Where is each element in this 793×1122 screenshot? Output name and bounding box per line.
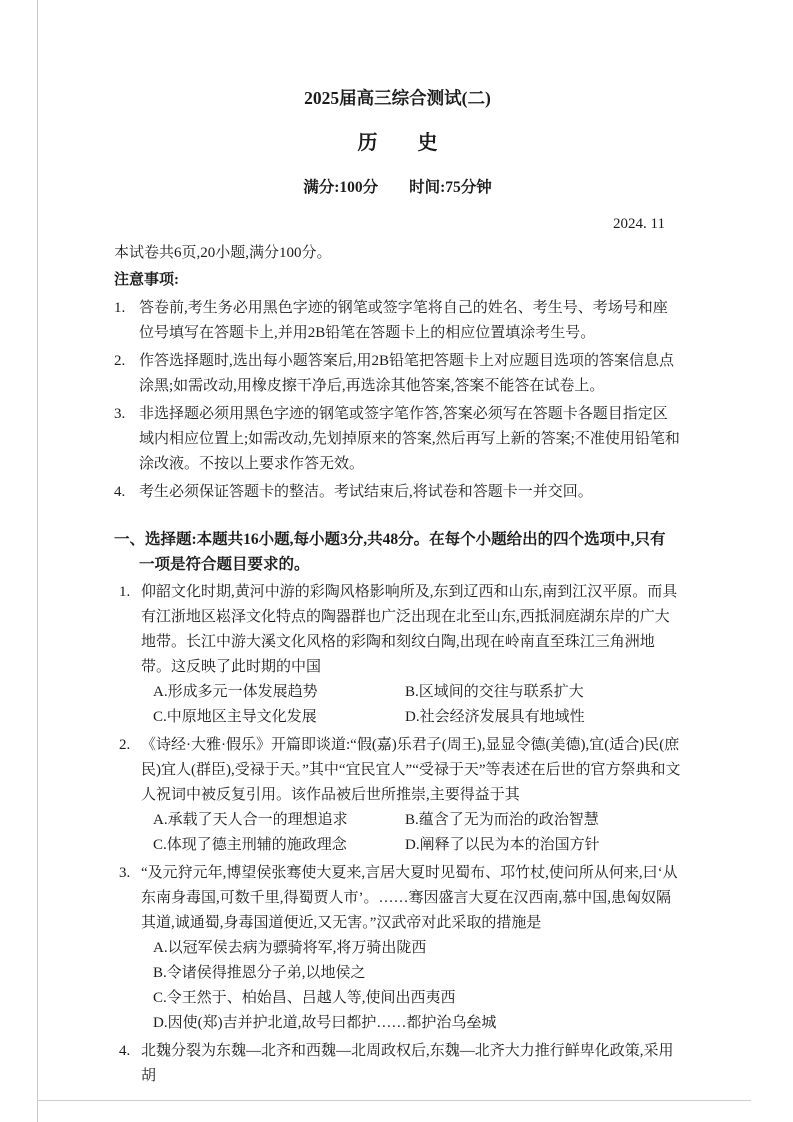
question-number: 2.: [119, 737, 131, 753]
notice-item-number: 1.: [114, 300, 126, 316]
notice-item-4: [114, 480, 681, 505]
question-number: 3.: [119, 865, 131, 881]
paper-info: 本试卷共6页,20小题,满分100分。: [114, 245, 332, 261]
question-options: [153, 936, 681, 1036]
notice-item-number: 4.: [114, 484, 126, 500]
option-d: D.阐释了以民为本的治国方针: [405, 837, 600, 853]
question-number: 1.: [119, 584, 131, 600]
option-c: C.令王然于、柏始昌、吕越人等,使间出西夷西: [153, 990, 456, 1006]
option-b: B.蕴含了无为而治的政治智慧: [405, 812, 599, 828]
option-a: A.形成多元一体发展趋势: [153, 684, 318, 700]
question-number: 4.: [119, 1043, 131, 1059]
exam-date: 2024. 11: [613, 216, 665, 232]
exam-score-time: 满分:100分 时间:75分钟: [303, 179, 492, 196]
exam-subject: 历 史: [357, 132, 438, 154]
option-b: B.令诸侯得推恩分子弟,以地侯之: [153, 965, 366, 981]
question-stem: “及元狩元年,博望侯张骞使大夏来,言居大夏时见蜀布、邛竹杖,使问所从何来,曰‘从东南身毒国,可数千里,得蜀贾人市’。……骞因盛言大夏在汉西南,慕中国,患匈奴隔其道,诚通蜀,身毒国道便近,又无害。”汉武帝对此采取的措施是: [141, 865, 678, 931]
notice-section: [114, 268, 681, 505]
notice-item-text: 答卷前,考生务必用黑色字迹的钢笔或签字笔将自己的姓名、考生号、考场号和座位号填写在答题卡上,并用2B铅笔在答题卡上的相应位置填涂考生号。: [139, 300, 668, 341]
notice-item-number: 2.: [114, 353, 126, 369]
question-4: [114, 1039, 681, 1089]
exam-title: 2025届高三综合测试(二): [304, 88, 491, 108]
question-stem: 《诗经·大雅·假乐》开篇即谈道:“假(嘉)乐君子(周王),显显令德(美德),宜(适合)民(庶民)宜人(群臣),受禄于天。”其中“宜民宜人”“受禄于天”等表述在后世的官方祭典和文人祝词中被反复引用。该作品被后世所推崇,主要得益于其: [141, 737, 681, 803]
option-c: C.中原地区主导文化发展: [153, 709, 317, 725]
notice-item-2: [114, 349, 681, 399]
option-d: D.因使(郑)吉并护北道,故号曰都护……都护治乌垒城: [153, 1015, 497, 1031]
notice-item-1: [114, 296, 681, 346]
option-b: B.区域间的交往与联系扩大: [405, 684, 584, 700]
option-c: C.体现了德主刑辅的施政理念: [153, 837, 347, 853]
notice-item-number: 3.: [114, 406, 126, 422]
question-options: [153, 808, 681, 858]
question-stem: 仰韶文化时期,黄河中游的彩陶风格影响所及,东到辽西和山东,南到江汉平原。而具有江浙地区崧泽文化特点的陶器群也广泛出现在北至山东,西抵洞庭湖东岸的广大地带。长江中游大溪文化风格的彩陶和刻纹白陶,出现在岭南直至珠江三角洲地带。这反映了此时期的中国: [141, 584, 678, 675]
option-a: A.承载了天人合一的理想追求: [153, 812, 348, 828]
section1-heading: 一、选择题:本题共16小题,每小题3分,共48分。在每个小题给出的四个选项中,只有一项是符合题目要求的。: [114, 531, 666, 573]
question-3: [114, 861, 681, 1036]
option-a: A.以冠军侯去病为骠骑将军,将万骑出陇西: [153, 940, 427, 956]
notice-heading: 注意事项:: [114, 272, 179, 288]
question-options: [153, 680, 681, 730]
question-stem: 北魏分裂为东魏—北齐和西魏—北周政权后,东魏—北齐大力推行鲜卑化政策,采用胡: [141, 1043, 674, 1084]
notice-item-text: 作答选择题时,选出每小题答案后,用2B铅笔把答题卡上对应题目选项的答案信息点涂黑;如需改动,用橡皮擦干净后,再选涂其他答案,答案不能答在试卷上。: [139, 353, 675, 394]
notice-item-text: 非选择题必须用黑色字迹的钢笔或签字笔作答,答案必须写在答题卡各题目指定区域内相应位置上;如需改动,先划掉原来的答案,然后再写上新的答案;不准使用铅笔和涂改液。不按以上要求作答无效。: [139, 406, 680, 472]
notice-item-text: 考生必须保证答题卡的整洁。考试结束后,将试卷和答题卡一并交回。: [139, 484, 593, 500]
question-1: [114, 580, 681, 730]
scan-edge-bottom: [37, 1100, 751, 1101]
question-2: [114, 733, 681, 858]
option-d: D.社会经济发展具有地域性: [405, 709, 585, 725]
notice-item-3: [114, 402, 681, 477]
